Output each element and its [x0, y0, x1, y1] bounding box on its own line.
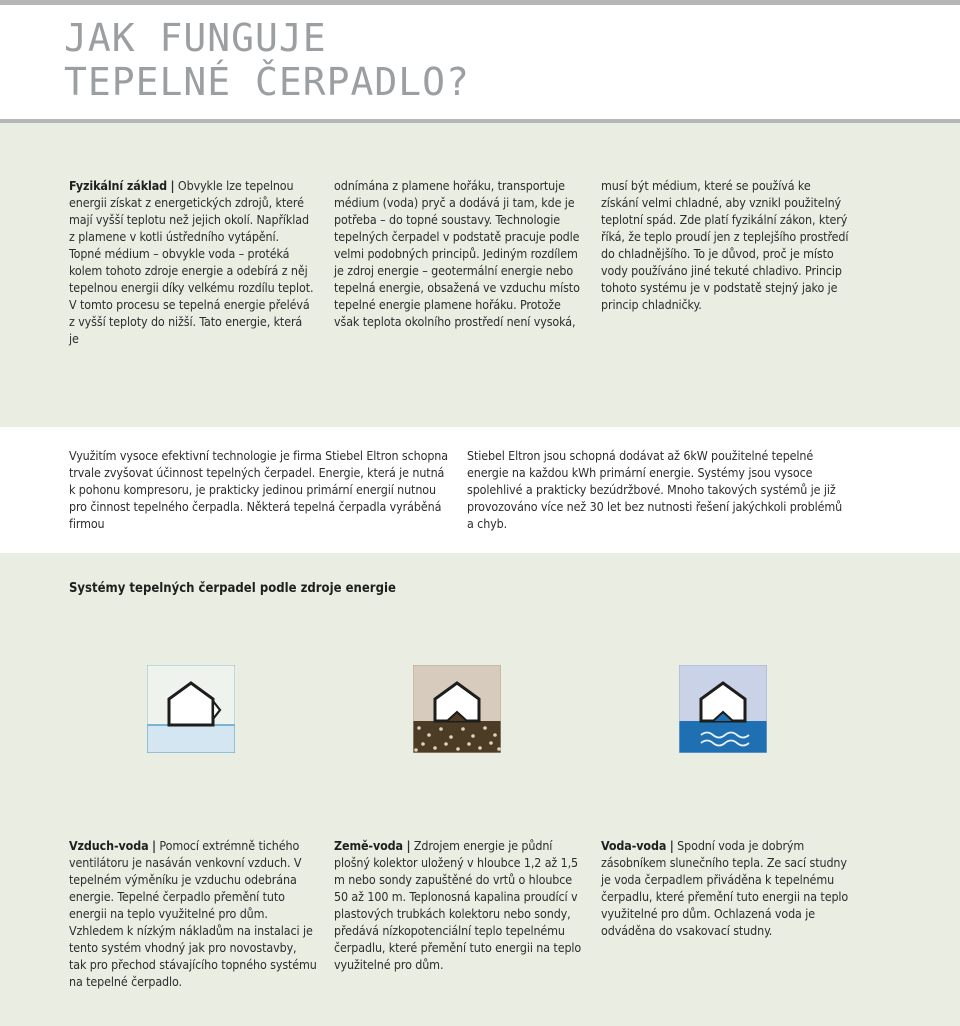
- intro-paragraph-4: musí být médium, které se používá ke získání velmi chladné, aby vznikl použitelný teplotní spád. Zde platí fyzikální zákon, který říká, že teplo proudí jen z teplejšího prostředí do chladnějšího. To je důvod, proč je místo vody používáno jiné tekuté chladivo. Princip tohoto systému je v podstatě stejný jako je princip chladničky.: [601, 178, 849, 312]
- top-rule: [0, 0, 960, 5]
- title-line-2: TEPELNÉ ČERPADLO?: [64, 60, 470, 104]
- systems-heading: Systémy tepelných čerpadel podle zdroje energie: [69, 581, 396, 596]
- ground-water-description: Země-voda | Zdrojem energie je půdní plošný kolektor uložený v hloubce 1,2 až 1,5 m nebo sondy zapuštěné do vrtů o hloubce 50 až 100 m. Teplonosná kapalina proudící v plastových trubkách kolektoru nebo sondy, předává nízkopotenciální teplo tepelnému čerpadlu, které přemění tuto energii na teplo využitelné pro dům.: [334, 838, 582, 972]
- middle-column-2: [467, 447, 852, 532]
- intro-column-1: [69, 177, 314, 347]
- air-water-description: Vzduch-voda | Pomocí extrémně tichého ventilátoru je nasáván venkovní vzduch. V tepelném výměníku je vzduchu odebrána energie. Tepelné čerpadlo přemění tuto energii na teplo využitelné pro dům. Vzhledem k nízkým nákladům na instalaci je tento systém vhodný jak pro novostavby, tak pro přechod stávajícího topného systému na tepelné čerpadlo.: [69, 838, 317, 989]
- middle-column-1: [69, 447, 451, 532]
- house-air-icon: [147, 665, 235, 753]
- house-ground-icon: [413, 665, 501, 753]
- ground-water-text: Zdrojem energie je půdní plošný kolektor uložený v hloubce 1,2 až 1,5 m nebo sondy zapuštěné do vrtů o hloubce 50 až 100 m. Teplonosná kapalina proudící v plastových trubkách kolektoru nebo sondy, předává nízkopotenciální teplo tepelnému čerpadlu, které přemění tuto energii na teplo využitelné pro dům.: [334, 838, 582, 972]
- page-title: [64, 16, 470, 104]
- intro-column-3: [601, 177, 851, 313]
- house-water-icon: [679, 665, 767, 753]
- intro-paragraph-3: odnímána z plamene hořáku, transportuje médium (voda) pryč a dodává ji tam, kde je potřeba – do topné soustavy. Technologie tepelných čerpadel v podstatě pracuje podle velmi podobných principů. Jediným rozdílem je zdroj energie – geotermální energie nebo tepelná energie, obsažená ve vzduchu místo tepelné energie plamene hořáku. Protože však teplota okolního prostředí není vysoká,: [334, 178, 580, 329]
- intro-text-1: Obvykle lze tepelnou energii získat z energetických zdrojů, které mají vyšší teplotu než jejich okolí. Například z plamene v kotli ústředního vytápění. Topné médium – obvykle voda – protéká kolem tohoto zdroje energie a odebírá z něj tepelnou energii díky velkému rozdílu teplot.: [69, 178, 314, 295]
- water-water-description: Voda-voda | Spodní voda je dobrým zásobníkem slunečního tepla. Ze sací studny je voda čerpadlem přiváděna k tepelnému čerpadlu, které přemění tuto energii na teplo využitelné pro dům. Ochlazená voda je odváděna do vsakovací studny.: [601, 838, 849, 938]
- middle-paragraph-1: Využitím vysoce efektivní technologie je firma Stiebel Eltron schopna trvale zvyšovat účinnost tepelných čerpadel. Energie, která je nutná k pohonu kompresoru, je prakticky jedinou primární energií nutnou pro činnost tepelného čerpadla. Některá tepelná čerpadla vyráběná firmou: [69, 448, 449, 531]
- air-water-heading: Vzduch-voda: [69, 838, 149, 853]
- middle-paragraph-2: Stiebel Eltron jsou schopná dodávat až 6kW použitelné tepelné energie na každou kWh primární energie. Systémy jsou vysoce spolehlivé a prakticky bezúdržbové. Mnoho takových systémů je již provozováno více než 30 let bez nutnosti řešení jakýchkoli problémů a chyb.: [467, 448, 843, 531]
- intro-heading: Fyzikální základ: [69, 178, 168, 193]
- water-water-text: Spodní voda je dobrým zásobníkem slunečního tepla. Ze sací studny je voda čerpadlem přiváděna k tepelnému čerpadlu, které přemění tuto energii na teplo využitelné pro dům. Ochlazená voda je odváděna do vsakovací studny.: [601, 838, 849, 938]
- intro-paragraph-2: V tomto procesu se tepelná energie přelévá z vyšší teploty do nižší. Tato energie, která je: [69, 297, 310, 346]
- intro-paragraph-1: Fyzikální základ | Obvykle lze tepelnou energii získat z energetických zdrojů, které mají vyšší teplotu než jejich okolí. Například z plamene v kotli ústředního vytápění. Topné médium – obvykle voda – protéká kolem tohoto zdroje energie a odebírá z něj tepelnou energii díky velkému rozdílu teplot.: [69, 178, 314, 295]
- water-water-heading: Voda-voda: [601, 838, 667, 853]
- intro-column-2: [334, 177, 582, 330]
- title-line-1: JAK FUNGUJE: [64, 16, 327, 60]
- ground-water-heading: Země-voda: [334, 838, 403, 853]
- air-water-text: Pomocí extrémně tichého ventilátoru je nasáván venkovní vzduch. V tepelném výměníku je vzduchu odebrána energie. Tepelné čerpadlo přemění tuto energii na teplo využitelné pro dům. Vzhledem k nízkým nákladům na instalaci je tento systém vhodný jak pro novostavby, tak pro přechod stávajícího topného systému na tepelné čerpadlo.: [69, 838, 317, 989]
